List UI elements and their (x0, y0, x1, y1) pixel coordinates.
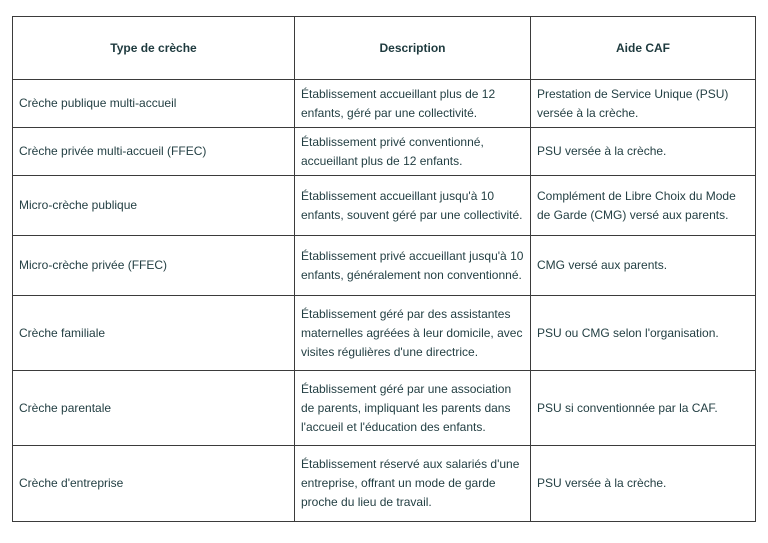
table-row (13, 446, 756, 522)
creche-table-container (12, 16, 755, 522)
cell-aide: Complément de Libre Choix du Mode de Garde (CMG) versé aux parents. (531, 176, 756, 236)
cell-type: Crèche familiale (13, 296, 295, 371)
cell-type: Crèche parentale (13, 371, 295, 446)
table-row (13, 371, 756, 446)
cell-type: Crèche d'entreprise (13, 446, 295, 522)
cell-aide: PSU ou CMG selon l'organisation. (531, 296, 756, 371)
creche-table (12, 16, 756, 522)
header-description: Description (295, 17, 531, 80)
table-header-row (13, 17, 756, 80)
header-aide-caf: Aide CAF (531, 17, 756, 80)
cell-aide: PSU si conventionnée par la CAF. (531, 371, 756, 446)
cell-aide: Prestation de Service Unique (PSU) versée à la crèche. (531, 80, 756, 128)
cell-aide: CMG versé aux parents. (531, 236, 756, 296)
table-row (13, 236, 756, 296)
cell-description: Établissement accueillant plus de 12 enfants, géré par une collectivité. (295, 80, 531, 128)
header-type: Type de crèche (13, 17, 295, 80)
cell-description: Établissement géré par des assistantes maternelles agréées à leur domicile, avec visites régulières d'une directrice. (295, 296, 531, 371)
table-row (13, 296, 756, 371)
cell-description: Établissement accueillant jusqu'à 10 enfants, souvent géré par une collectivité. (295, 176, 531, 236)
table-row (13, 80, 756, 128)
cell-description: Établissement réservé aux salariés d'une entreprise, offrant un mode de garde proche du lieu de travail. (295, 446, 531, 522)
cell-type: Micro-crèche publique (13, 176, 295, 236)
cell-description: Établissement privé accueillant jusqu'à 10 enfants, généralement non conventionné. (295, 236, 531, 296)
table-row (13, 128, 756, 176)
cell-type: Micro-crèche privée (FFEC) (13, 236, 295, 296)
cell-aide: PSU versée à la crèche. (531, 128, 756, 176)
table-row (13, 176, 756, 236)
cell-description: Établissement géré par une association de parents, impliquant les parents dans l'accueil et l'éducation des enfants. (295, 371, 531, 446)
cell-description: Établissement privé conventionné, accueillant plus de 12 enfants. (295, 128, 531, 176)
cell-type: Crèche publique multi-accueil (13, 80, 295, 128)
cell-type: Crèche privée multi-accueil (FFEC) (13, 128, 295, 176)
cell-aide: PSU versée à la crèche. (531, 446, 756, 522)
